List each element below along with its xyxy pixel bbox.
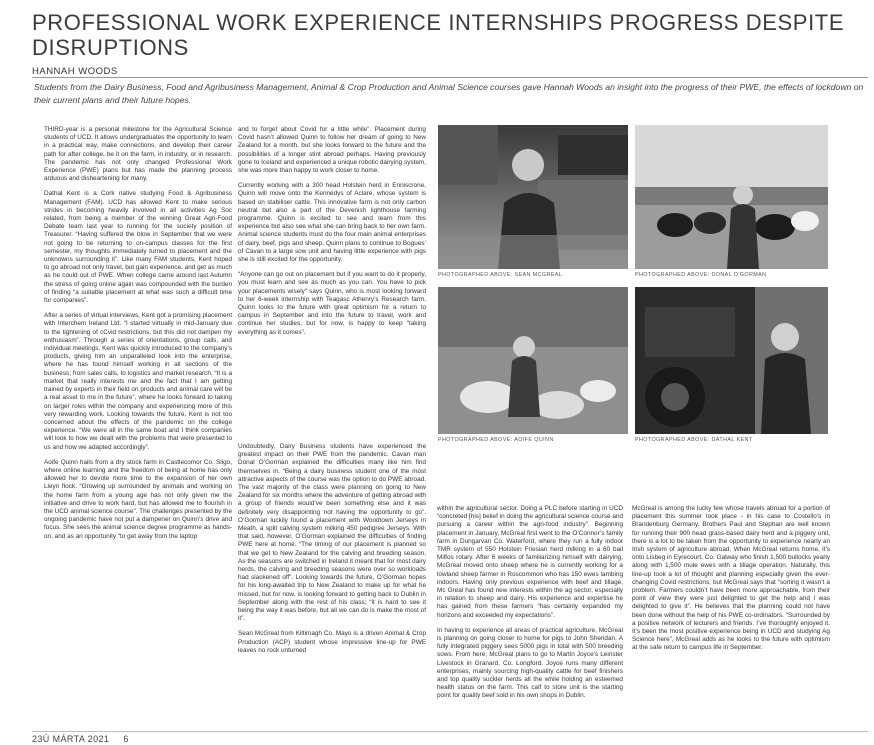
caption-dathal-kent: PHOTOGRAPHED ABOVE: DATHAL KENT — [635, 437, 753, 443]
byline-divider — [32, 77, 868, 78]
standfirst: Students from the Dairy Business, Food and Agribusiness Management, Animal & Crop Production and Animal Science courses gave Hannah Woods an insight into the progress of their PWE, the effects of lockdown on their current plans and their future hopes. — [34, 82, 864, 105]
footer-divider — [32, 731, 868, 732]
page-content — [32, 0, 868, 745]
page-footer — [32, 734, 129, 744]
paragraph: and to forget about Covid for a little while”. Placement during Covid hasn’t allowed Quinn to follow her dream of going to New Zealand for a month, but she looks forward to the future and the possibilities of a longer stint abroad perhaps. Having previously gone to Iceland and experienced a unique robotic dairying system, she was more than happy to work closer to home. — [238, 126, 426, 175]
article-column-3 — [437, 505, 623, 708]
paragraph: THIRD-year is a personal milestone for the Agricultural Science students of UCD. It allows undergraduates the opportunity to learn in a practical way, make connections, and develop their career path for after college, be it on the farm, in industry, or in research. The pandemic has not only changed Professional Work Experience (PWE) plans but has made the planning process arduous and disheartening for many. — [44, 126, 232, 183]
issue-date: 23Ú MÁRTA 2021 — [32, 734, 110, 744]
photo-donal-ogorman — [635, 125, 828, 269]
paragraph: After a series of virtual interviews, Kent got a promising placement with Interchem Ireland Ltd. “I started virtually in mid-January due to the tightening of cCvid restrictions, but this did not dampen my enthusiasm”. Through a series of orientations, group calls, and individual meetings, Kent was quickly introduced to the company’s products, giving him an unparalleled look into the enterprise, where he has found himself working in all sections of the business; from sales calls, to logistics and market research. “It is a market that really interests me and the fact that I am getting trained by experts in their field on products and animal care will be a real asset to me in the future”, where he looks forward to taking on larger roles within the company and experiencing more of this very rewarding work. Looking towards the future, Kent is not too concerned about the effects of the pandemic on the college experience. “We were all in the same boat and I think companies will look to how we dealt with the problems that were presented to us and how we adapted accordingly”. — [44, 312, 232, 451]
paragraph: “Anyone can go out on placement but if you want to do it properly, you must learn and see as much as you can. You have to pick your placements wisely” says Quinn, who is most looking forward to her 6-week internship with Teagasc Athenry’s Research farm. Quinn looks to the future with great optimism for a return to campus in September and into the future to travel, work and continue her studies, but for now, is happy to keep “taking everything as it comes”. — [238, 271, 426, 336]
article-column-2 — [238, 126, 426, 344]
caption-aoife-quinn: PHOTOGRAPHED ABOVE: AOIFE QUINN — [438, 437, 554, 443]
paragraph: McGreal is among the lucky few whose travels abroad for a portion of placement this summer took place - in his case to Costello’s in Brandenburg Germany. Brothers Paul and Stephan are well known for running their 900 head grass-based dairy herd and a piggery unit, there is a lot to be taken from the opportunity to experience nearly an Irish system of agriculture abroad. When McGreal returns home, it’s onto Lisbeg in Eyrecourt, Co. Galway who finish 1,500 bullocks yearly along with 1,500 mule ewes with a tillage operation. Naturally, this line-up took a lot of thought and planning especially given the ever-changing Covid restrictions, but McGreal says that “sorting it wasn’t a problem. Farmers couldn’t have been more approachable, from their point of view they were just delighted to get the help and I was delighted to give it”. He believes that the planning could not have been done without the help of his PWE co-ordinators. “Surrounded by a positive network of lecturers and friends. I’ve thoroughly enjoyed it. It’s been the most positive experience being in UCD and studying Ag Science here”, McGreal adds as he looks to the future with optimism at the safe return to campus life in September. — [632, 505, 830, 652]
paragraph: within the agricultural sector. Doing a PLC before starting in UCD “concreted [his] belief in doing the agricultural science course and pursuing a career within the agri-food industry”. Beginning placement in January, McGreal first went to the O’Connor’s family farm in Dungarvan Co. Waterford, where they run a fully indoor TMR system of 550 Holstein Friesian herd milking in a 60 bail Milfos rotary. After 6 weeks of familiarizing himself with dairying, McGreal moved onto sheep where he is currently working for a lowland sheep farmer in Roscommon who has 150 ewes lambing indoors. Having only previous experience with beef and tillage, Mc Greal has found new interests within the ag sector, especially in relation to sheep and dairy. His experience and expertise he has gained from these farmers “has certainly expanded my horizons and exceeded my expectations”. — [437, 505, 623, 619]
paragraph: Dathal Kent is a Cork native studying Food & Agribusiness Management (FAM). UCD has allowed Kent to make serious strides in becoming heavily involved in all activities Ag Soc related, from being a member of the winning Great Agri-Food Debate team last year to running for the society position of Treasurer. “Having suffered the blow in September that we were not going to be returning to on-campus classes for the first semester, my thoughts immediately turned to placement and the unknowns surrounding it”. Like many FAM students, Kent hoped to go abroad not only travel, but gain experience, and get as much as he could out of PWE. When college came around last Autumn the stress of going online again was compounded with the burden of finding “a suitable placement at what was such a difficult time for companies”. — [44, 190, 232, 305]
paragraph: Aoife Quinn hails from a dry stock farm in Castlecomor Co. Sligo, where online learning and the freedom of being at home has only allowed her to devote more time to the expansion of her own Lleyn flock. “Growing up surrounded by animals and working on the home farm from a young age has not only given me the initiative and drive to work hard, but has allowed me to flourish in the UCD animal science course”. The challenges presented by the ongoing pandemic have not put a dampener on Quinn’s drive and focus. She sees the animal science degree programme as hands-on, and as an opportunity “to get away from the laptop — [44, 458, 232, 540]
article-column-4 — [632, 505, 830, 660]
author-byline: HANNAH WOODS — [32, 66, 118, 77]
page-number: 6 — [123, 734, 129, 744]
paragraph: Sean McGreal from Kiltimagh Co. Mayo is a driven Animal & Crop Production (ACP) student whose impressive line-up for PWE leaves no rock unturned — [238, 630, 426, 654]
caption-sean-mcgreal: PHOTOGRAPHED ABOVE: SEAN MCGREAL — [438, 272, 563, 278]
paragraph: In having to experience all areas of practical agriculture, McGreal is planning on going closer to home for pigs to John Sheridan. A fully integrated piggery sees 5000 pigs in total with 500 breeding sows. From here, McGreal plans to go to Martin Joyce’s Leinster Livestock in Granard, Co. Longford. Joyce runs many different enterprises, mainly sourcing high-quality cattle for beef finishers and top quality suckler herds all the while holding an esteemed health status on the farm. This calf to store unit is the starting point for quality beef sold in his own shops in Dublin. — [437, 626, 623, 700]
paragraph: Currently working with a 300 head Holstein herd in Enniscrone, Quinn will move onto the Kennedys of Aclare, whose system is based on stabiliser cattle. This innovative farm is not only carbon neutral but also a part of the Devenish lighthouse farming programme. Quinn is excited to see and learn from this experience but also see what she can bring back to her own farm. Animal science students must do the four main animal enterprises of dairy, beef, pigs and sheep. Quinn plans to continue to Bogues’ of Cavan to a large sow unit and having little experience with pigs she is still excited for the opportunity. — [238, 182, 426, 264]
photo-sean-mcgreal — [438, 125, 628, 269]
article-column-1 — [44, 126, 232, 548]
photo-aoife-quinn — [438, 287, 628, 434]
article-column-2-continued — [238, 443, 426, 662]
caption-donal-ogorman: PHOTOGRAPHED ABOVE: DONAL O'GORMAN — [635, 272, 767, 278]
headline: PROFESSIONAL WORK EXPERIENCE INTERNSHIPS PROGRESS DESPITE DISRUPTIONS — [32, 10, 845, 60]
photo-dathal-kent — [635, 287, 828, 434]
paragraph: Undoubtedly, Dairy Business students have experienced the greatest impact on their PWE from the pandemic. Cavan man Donal O’Gorman explained the difficulties many like him find themselves in. “Being a dairy business student one of the most attractive aspects of the course was the option to do PWE abroad. The vast majority of the class were planning on going to New Zealand for six months where the adventure of getting abroad with a group of friends would’ve been something else and it was definitely very disappointing not having the opportunity to go”. O’Gorman luckily found a placement with Woodtown Jerseys in Meath, a split calving system milking 450 pedigree Jerseys. With that said, however, O’Gorman explained the difficulties of finding PWE here at home. “The timing of our placement is planned so that we get to New Zealand for the calving and breeding season. As the seasons are switched in Ireland it meant that for most dairy herds, the calving and breeding seasons were over so workloads had slackened off”. Looking towards the future, O’Gorman hopes for his long-awaited trip to New Zealand to make up for what he missed, but for now, is looking forward to getting back to Dublin in September along with the rest of his class; “it is hard to see it being the way it was before, but all we can do is make the most of it”. — [238, 443, 426, 623]
